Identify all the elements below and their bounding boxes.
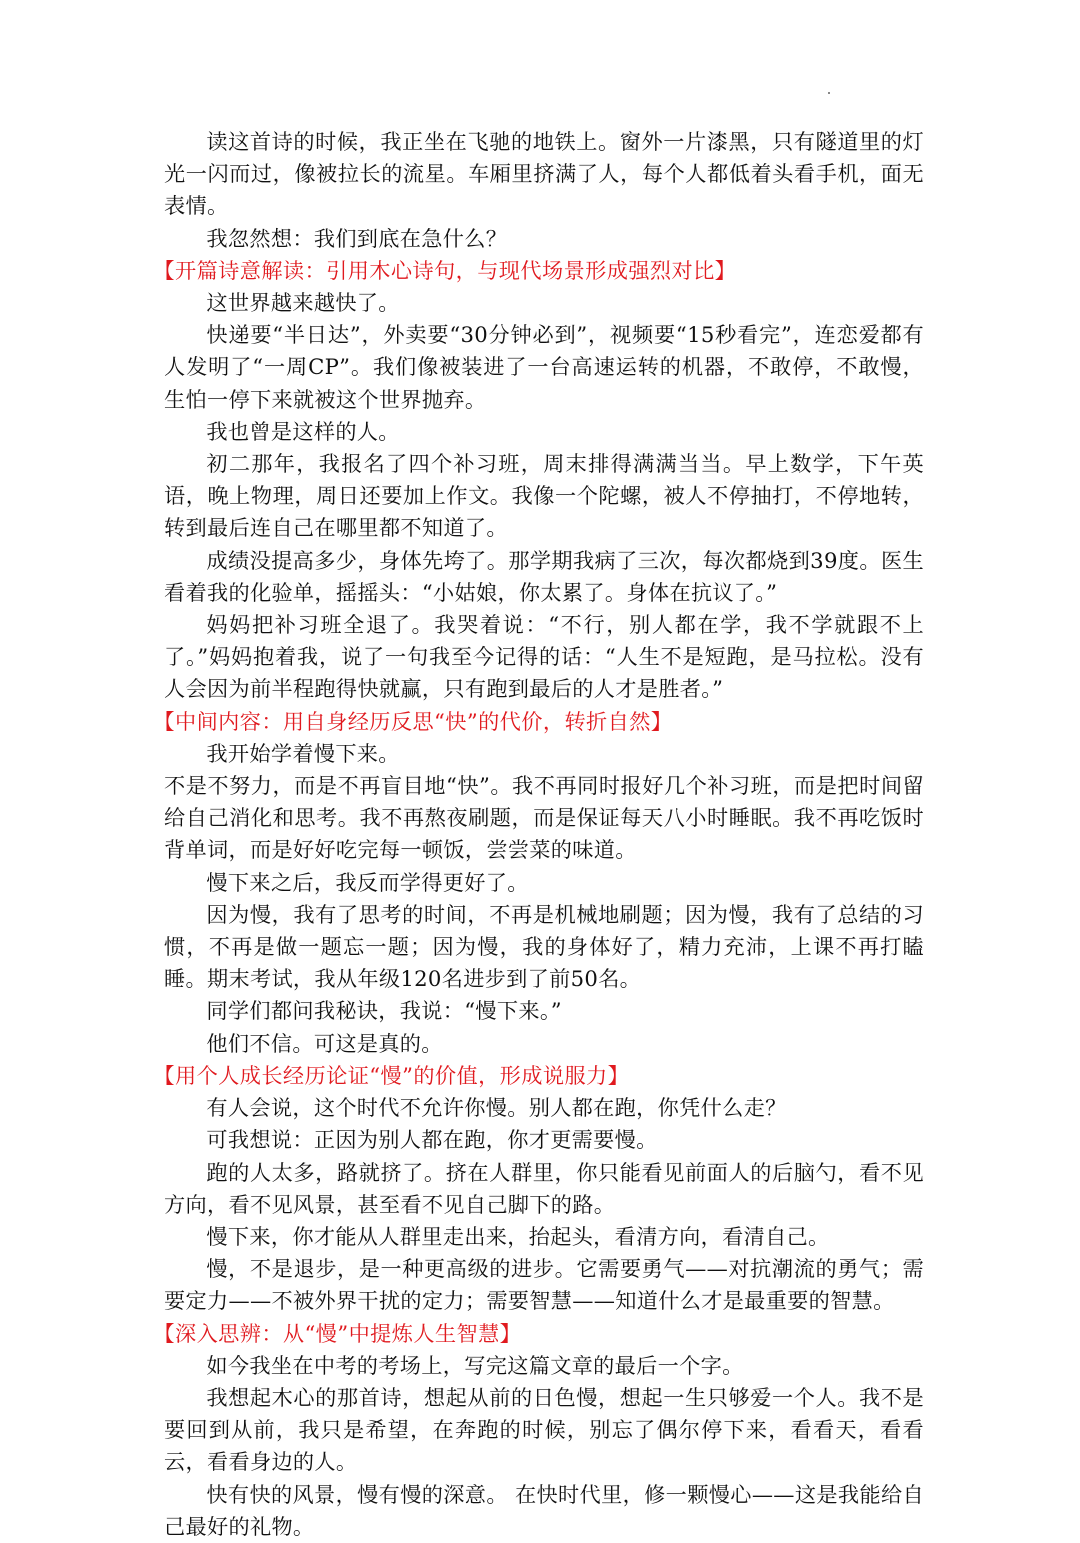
paragraph: 慢下来之后，我反而学得更好了。 xyxy=(206,869,529,895)
paragraph: 如今我坐在中考的考场上，写完这篇文章的最后一个字。 xyxy=(206,1352,744,1378)
paragraph: 因为慢，我有了思考的时间，不再是机械地刷题；因为慢，我有了总结的习惯，不再是做一题忘一题；因为慢，我的身体好了，精力充沛，上课不再打瞌睡。期末考试，我从年级120名进步到了前50名。 xyxy=(164,901,924,992)
annotation-note: 【用个人成长经历论证“慢”的价值，形成说服力】 xyxy=(153,1062,630,1088)
paragraph: 我忽然想：我们到底在急什么？ xyxy=(206,225,508,251)
annotation-note: 【开篇诗意解读：引用木心诗句，与现代场景形成强烈对比】 xyxy=(153,257,737,283)
paragraph: 同学们都问我秘诀，我说：“慢下来。” xyxy=(206,998,562,1024)
paragraph: 跑的人太多，路就挤了。挤在人群里，你只能看见前面人的后脑勺，看不见方向，看不见风景，甚至看不见自己脚下的路。 xyxy=(164,1159,924,1217)
paragraph: 我也曾是这样的人。 xyxy=(206,418,400,444)
paragraph: 快有快的风景，慢有慢的深意。 在快时代里，修一颗慢心——这是我能给自己最好的礼物。 xyxy=(164,1481,924,1539)
paragraph: 我开始学着慢下来。 xyxy=(206,740,400,766)
paragraph: 快递要“半日达”，外卖要“30分钟必到”，视频要“15秒看完”，连恋爱都有人发明了“一周CP”。我们像被装进了一台高速运转的机器，不敢停，不敢慢，生怕一停下来就被这个世界抛弃。 xyxy=(164,322,924,412)
paragraph: 慢，不是退步，是一种更高级的进步。它需要勇气——对抗潮流的勇气；需要定力——不被外界干扰的定力；需要智慧——知道什么才是最重要的智慧。 xyxy=(164,1256,924,1314)
paragraph: 成绩没提高多少，身体先垮了。那学期我病了三次，每次都烧到39度。医生看着我的化验单，摇摇头：“小姑娘，你太累了。身体在抗议了。” xyxy=(164,547,924,605)
paragraph: 初二那年，我报名了四个补习班，周末排得满满当当。早上数学，下午英语，晚上物理，周日还要加上作文。我像一个陀螺，被人不停抽打，不停地转，转到最后连自己在哪里都不知道了。 xyxy=(164,451,924,541)
paragraph: 慢下来，你才能从人群里走出来，抬起头，看清方向，看清自己。 xyxy=(206,1223,830,1249)
annotation-note: 【中间内容：用自身经历反思“快”的代价，转折自然】 xyxy=(153,708,673,734)
paragraph: 可我想说：正因为别人都在跑，你才更需要慢。 xyxy=(206,1127,658,1153)
essay-page xyxy=(153,126,924,1543)
paragraph: 我想起木心的那首诗，想起从前的日色慢，想起一生只够爱一个人。我不是要回到从前，我只是希望，在奔跑的时候，别忘了偶尔停下来，看看天，看看云，看看身边的人。 xyxy=(164,1384,924,1475)
paragraph: 读这首诗的时候，我正坐在飞驰的地铁上。窗外一片漆黑，只有隧道里的灯光一闪而过，像被拉长的流星。车厢里挤满了人，每个人都低着头看手机，面无表情。 xyxy=(164,129,924,219)
paragraph: 这世界越来越快了。 xyxy=(206,290,400,316)
scan-dot xyxy=(828,92,830,94)
paragraph: 不是不努力，而是不再盲目地“快”。我不再同时报好几个补习班，而是把时间留给自己消化和思考。我不再熬夜刷题，而是保证每天八小时睡眠。我不再吃饭时背单词，而是好好吃完每一顿饭，尝尝菜的味道。 xyxy=(164,773,924,863)
paragraph: 他们不信。可这是真的。 xyxy=(206,1030,443,1056)
paragraph: 妈妈把补习班全退了。我哭着说：“不行，别人都在学，我不学就跟不上了。”妈妈抱着我，说了一句我至今记得的话：“人生不是短跑，是马拉松。没有人会因为前半程跑得快就赢，只有跑到最后的人才是胜者。” xyxy=(164,612,924,702)
paragraph: 有人会说，这个时代不允许你慢。别人都在跑，你凭什么走？ xyxy=(206,1095,787,1121)
annotation-note: 【深入思辨：从“慢”中提炼人生智慧】 xyxy=(153,1320,522,1346)
